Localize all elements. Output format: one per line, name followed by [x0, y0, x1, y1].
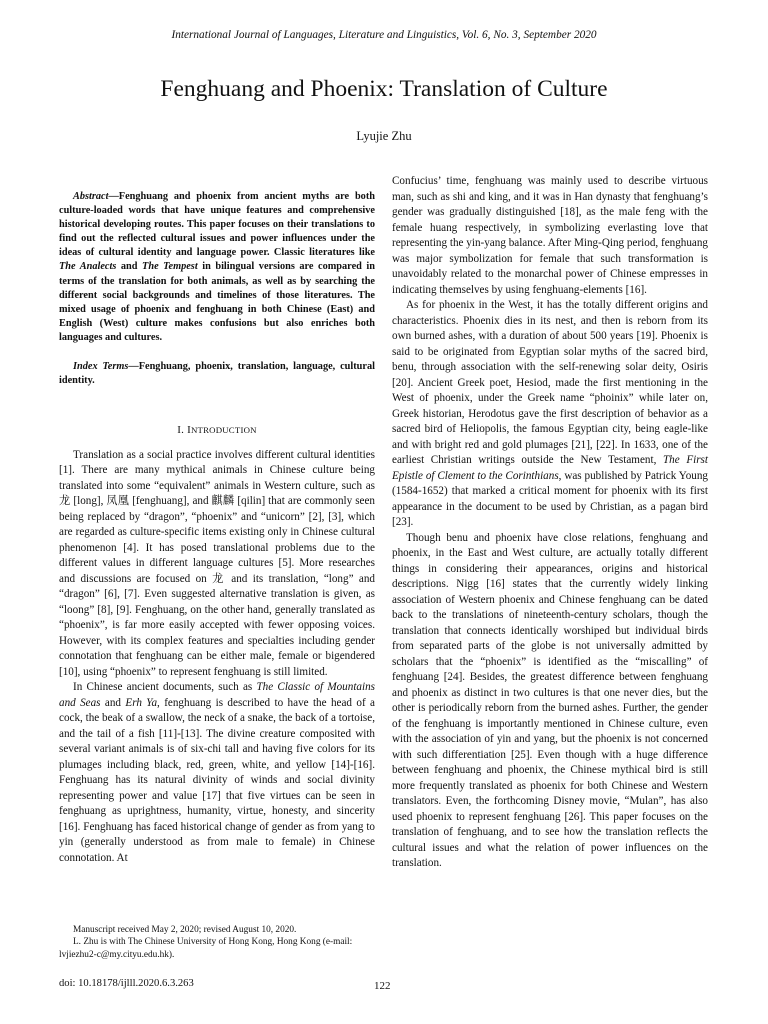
right-para2-text-a: As for phoenix in the West, it has the totally different origins and characteristics. Phoenix dies in its nest, and then is reborn from its own burned ashes, with a duration of about 500 years [19]. Phoenix is said to be originated from Egyptian solar myths of the sacred bird, benu, through association with the self-renewing solar deity, Osiris [20]. Ancient Greek poet, Hesiod, made the first mentioning in the West of phoenix, under the Greek name “phoinix” while later on, Greek historian, Herodotus gave the first description of behavior as a sacred bird of Heliopolis, the famous Egyptian city, being eagle-like and with bright red and gold plumages [21], [22]. In 1633, one of the earliest Christian writings outside the New Testament, [392, 299, 708, 466]
footnote [59, 924, 375, 961]
section-heading-introduction [59, 423, 375, 439]
footnote-manuscript: Manuscript received May 2, 2020; revised August 10, 2020. [73, 925, 297, 935]
para2-text-c: , fenghuang is described to have the head of a cock, the beak of a swallow, the neck of a snake, the back of a tortoise, and the tail of a fish [11]-[13]. The divine creature composited with several variant animals is of six-chi tall and having five colors for its plumages including black, red, green, white, and yellow [14]-[16]. Fenghuang has its natural divinity of winds and social divinity representing power and value [17] that five virtues can be seen in fenghuang as uprightness, humanity, virtue, honesty, and sincerity [16]. Fenghuang has faced historical change of gender as from yang to yin (generally understood as from male to female) in Chinese connotation. At [59, 696, 375, 864]
left-column [59, 190, 375, 866]
para2-text-b: and [100, 696, 126, 709]
abstract-work-analects: The Analects [59, 261, 117, 273]
abstract-work-tempest: The Tempest [142, 261, 198, 273]
abstract-text-3: in bilingual versions are compared in terms of the translation for both animals, as well as by searching the different social backgrounds and timelines of those literatures. The mixed usage of phoenix and fenghuang in both Chinese (East) and English (West) culture makes confusions but also enriches both languages and cultures. [59, 261, 375, 343]
section-title-initial: I [187, 424, 191, 437]
intro-paragraph-2 [59, 680, 375, 866]
right-paragraph-1: Confucius’ time, fenghuang was mainly used to describe virtuous man, such as shi and king, and it was in Han dynasty that fenghuang’s gender was gradually distinguished [18], as the male feng with the female huang respectively, in symbolizing everlasting love that representing the yin-yang balance. After Ming-Qing period, fenghuang was major symbolization for female that such transformation is unavoidably related to the monarchal power of Chinese empresses in indicating themselves by using fenghuang-elements [16]. [392, 175, 708, 296]
para2-text-a: In Chinese ancient documents, such as [73, 681, 257, 694]
right-para2-work-epistle: The First Epistle of Clement to the Corinthians [392, 454, 708, 482]
right-paragraph-2 [392, 298, 708, 531]
author-name: Lyujie Zhu [356, 129, 412, 143]
abstract-text-1: —Fenghuang and phoenix from ancient myths are both culture-loaded words that have unique features and comprehensive historical developing routes. This paper focuses on their translations to find out the reflected cultural issues and power influences under the ideas of cultural identity and language power. Classic literatures like [59, 191, 375, 259]
paper-title: Fenghuang and Phoenix: Translation of Culture [160, 76, 608, 102]
intro-paragraph-1: Translation as a social practice involves different cultural identities [1]. There are many mythical animals in Chinese culture being translated into some “equivalent” animals in Western culture, such as 龙 [long], 凤凰 [fenghuang], and 麒麟 [qilin] that are commonly seen being replaced by “dragon”, “phoenix” and “unicorn” [2], [3], which are regarded as culture-specific items existing only in Chinese cultural phenomenon [4]. It has posed translational problems due to the different values in different language cultures [5]. More researches and discussions are focused on 龙 and its translation, “long” and “dragon” [6], [7]. Even suggested alternative translation is given, as “loong” [8], [9]. Fenghuang, on the other hand, generally translated as “phoenix”, is far more easily accepted with fewer opposing voices. However, with its complex features and specialties including gender connotation that fenghuang can be either male, female or bigendered [10], using “phoenix” to represent fenghuang is still limited. [59, 448, 375, 678]
abstract-text-2: and [116, 261, 143, 273]
abstract-lead: Abstract [73, 191, 109, 202]
section-title-rest: NTRODUCTION [190, 425, 257, 436]
right-paragraph-3: Though benu and phoenix have close relations, fenghuang and phoenix, in the East and West culture, are actually totally different things in considering their appearances, origins and historical descriptions. Nigg [16] states that the currently widely linking association of Western phoenix and Chinese fenghuang can be dated back to the translations of nineteenth-century scholars, though the translation that connects identically worshiped but individual birds from separated parts of the globe is not universally admitted by scholars that the “phoenix” is identified as the “miscalling” of fenghuang [24]. Besides, the greatest difference between fenghuang and phoenix as distinct in two cultures is that one never dies, but the other is periodically reborn from the burned ashes. Further, the gender of the fenghuang is importantly mentioned in Chinese culture, even with the association of yin and yang, but the phoenix is not concerned with such differentiation [25]. Even though with a huge difference between fenghuang and phoenix, the Chinese mythical bird is still more frequently translated as phoenix for both Chinese and Western translators. Even, the forthcoming Disney movie, “Mulan”, has also used phoenix to represent fenghuang [26]. This paper focuses on the translation of fenghuang, and to see how the translation reflects the cultural issues and what the relation of power influences on the translation. [392, 531, 708, 869]
running-head: International Journal of Languages, Literature and Linguistics, Vol. 6, No. 3, September 2020 [171, 29, 597, 41]
section-number: I. [177, 424, 185, 437]
index-terms-lead: Index Terms [73, 361, 129, 373]
para2-work-erh-ya: Erh Ya [125, 696, 158, 709]
index-terms-text: —Fenghuang, phoenix, translation, language, cultural identity. [59, 361, 375, 387]
doi: doi: 10.18178/ijlll.2020.6.3.263 [59, 978, 194, 989]
footnote-affiliation: L. Zhu is with The Chinese University of Hong Kong, Hong Kong (e-mail: lvjiezhu2-c@my.cityu.edu.hk). [59, 937, 353, 960]
abstract [59, 190, 375, 345]
page-number: 122 [374, 980, 391, 992]
right-para2-text-b: , was published by Patrick Young (1584-1652) that marked a critical moment for phoenix with its first appearance in the document to be used by Christian, as a pagan bird [23]. [392, 469, 708, 528]
index-terms [59, 360, 375, 388]
para2-work-classic: The Classic of Mountains and Seas [59, 681, 375, 709]
right-column [392, 174, 708, 872]
